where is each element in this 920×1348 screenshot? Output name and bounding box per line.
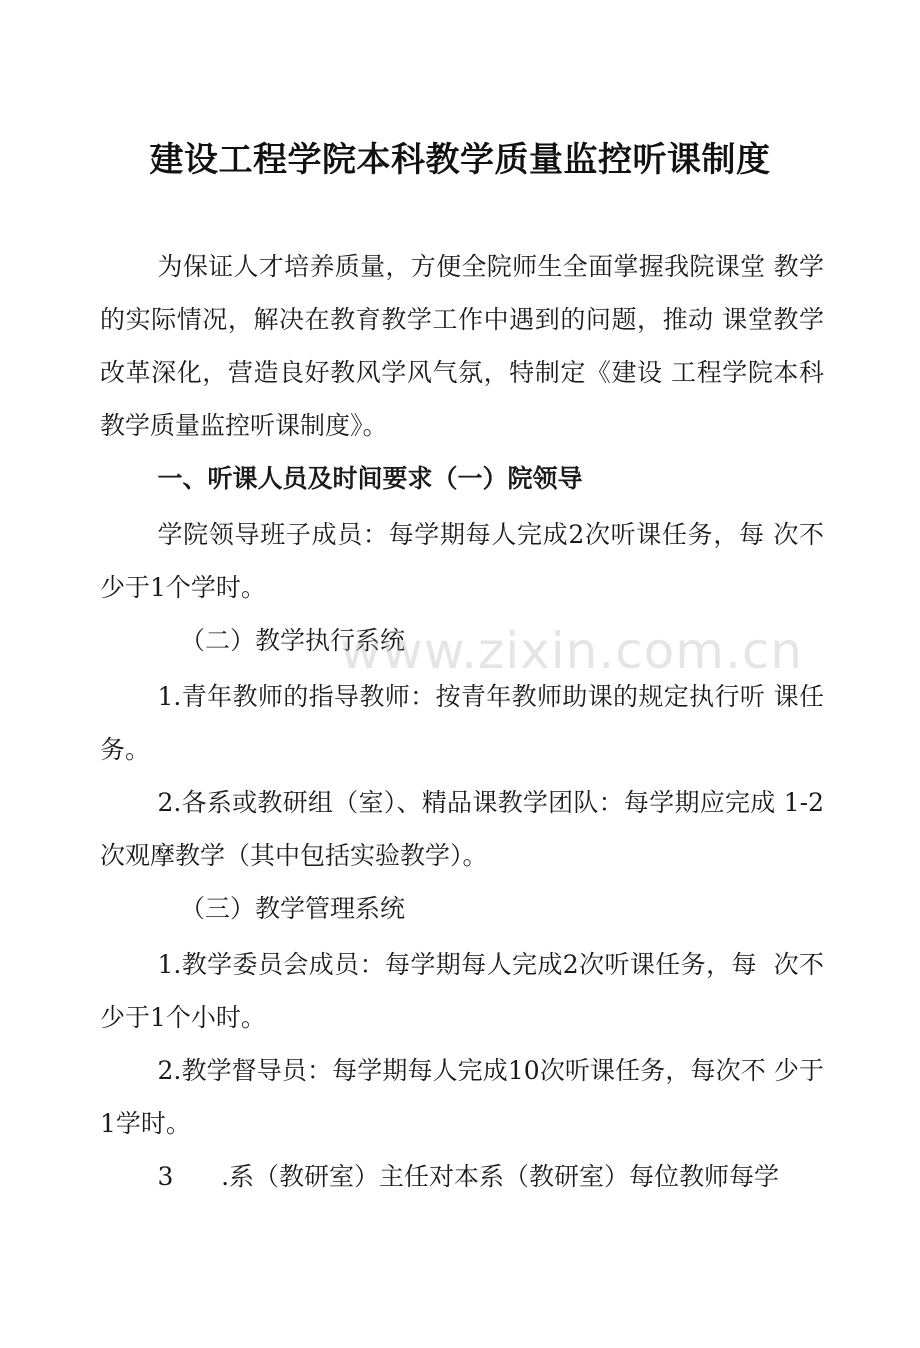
sub3-item2: 2.教学督导员：每学期每人完成10次听课任务，每次不 少于1学时。 <box>100 1056 824 1138</box>
sub2-heading: （二）教学执行系统 <box>180 626 406 655</box>
section1-heading: 一、听课人员及时间要求（一）院领导 <box>157 464 583 493</box>
sub2-item2: 2.各系或教研组（室）、精品课教学团队：每学期应完成 1-2次观摩教学（其中包括实验教学）。 <box>100 788 824 870</box>
sub3-item3: 3 .系（教研室）主任对本系（教研室）每位教师每学 <box>157 1162 780 1191</box>
sub3-heading: （三）教学管理系统 <box>180 894 406 923</box>
watermark: www.zixin.com.cn <box>340 622 804 680</box>
intro-paragraph: 为保证人才培养质量，方便全院师生全面掌握我院课堂 教学的实际情况，解决在教育教学工作中遇到的问题，推动 课堂教学改革深化，营造良好教风学风气氛，特制定《建设 工程学院本科教学质量监控听课制度》。 <box>100 252 824 440</box>
section1-leaders-paragraph: 学院领导班子成员：每学期每人完成2次听课任务，每 次不少于1个学时。 <box>100 520 824 602</box>
sub2-item1: 1.青年教师的指导教师：按青年教师助课的规定执行听 课任务。 <box>100 682 824 764</box>
document-title: 建设工程学院本科教学质量监控听课制度 <box>149 140 771 180</box>
sub3-item1: 1.教学委员会成员：每学期每人完成2次听课任务，每 次不少于1个小时。 <box>100 950 824 1032</box>
